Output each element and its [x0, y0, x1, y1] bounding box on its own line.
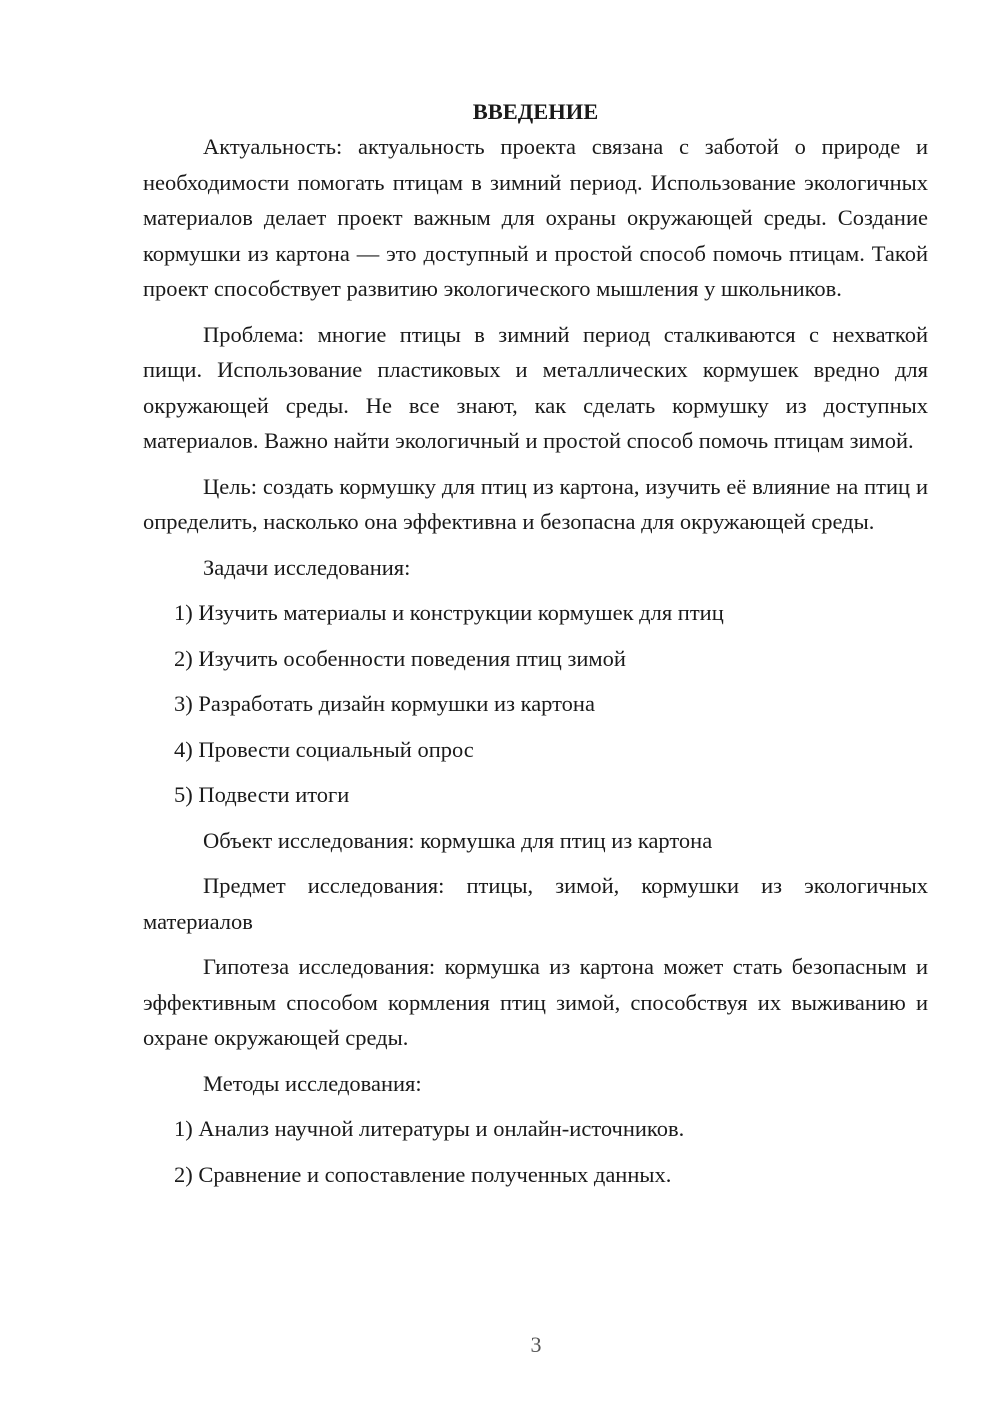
goal-paragraph: Цель: создать кормушку для птиц из картона, изучить её влияние на птиц и определить, насколько она эффективна и безопасна для окружающей среды. — [143, 473, 928, 534]
section-title: ВВЕДЕНИЕ — [472, 99, 599, 124]
tasks-heading: Задачи исследования: — [203, 554, 411, 580]
list-item: 4) Провести социальный опрос — [174, 736, 474, 762]
list-item: 2) Изучить особенности поведения птиц зимой — [174, 645, 626, 671]
methods-list — [143, 1111, 928, 1192]
list-item: 1) Анализ научной литературы и онлайн-источников. — [174, 1116, 685, 1141]
list-item: 2) Сравнение и сопоставление полученных данных. — [174, 1161, 672, 1187]
hypothesis-paragraph: Гипотеза исследования: кормушка из картона может стать безопасным и эффективным способом кормления птиц зимой, способствуя их выживанию и охране окружающей среды. — [143, 954, 928, 1050]
object-paragraph: Объект исследования: кормушка для птиц из картона — [203, 827, 713, 853]
relevance-paragraph: Актуальность: актуальность проекта связана с заботой о природе и необходимости помогать птицам в зимний период. Использование экологичных материалов делает проект важным для охраны окружающей среды. Создание кормушки из картона — это доступный и простой способ помочь птицам. Такой проект способствует развитию экологического мышления у школьников. — [143, 134, 928, 301]
list-item: 5) Подвести итоги — [174, 782, 350, 807]
list-item: 3) Разработать дизайн кормушки из картона — [174, 691, 595, 716]
problem-paragraph: Проблема: многие птицы в зимний период сталкиваются с нехваткой пищи. Использование пластиковых и металлических кормушек вредно для окружающей среды. Не все знают, как сделать кормушку из доступных материалов. Важно найти экологичный и простой способ помочь птицам зимой. — [143, 321, 928, 453]
list-item: 1) Изучить материалы и конструкции кормушек для птиц — [174, 600, 724, 625]
subject-paragraph: Предмет исследования: птицы, зимой, кормушки из экологичных материалов — [143, 873, 928, 934]
tasks-list — [143, 595, 928, 813]
page-number: 3 — [530, 1332, 542, 1357]
page-content — [143, 94, 928, 1202]
methods-heading: Методы исследования: — [203, 1070, 422, 1096]
